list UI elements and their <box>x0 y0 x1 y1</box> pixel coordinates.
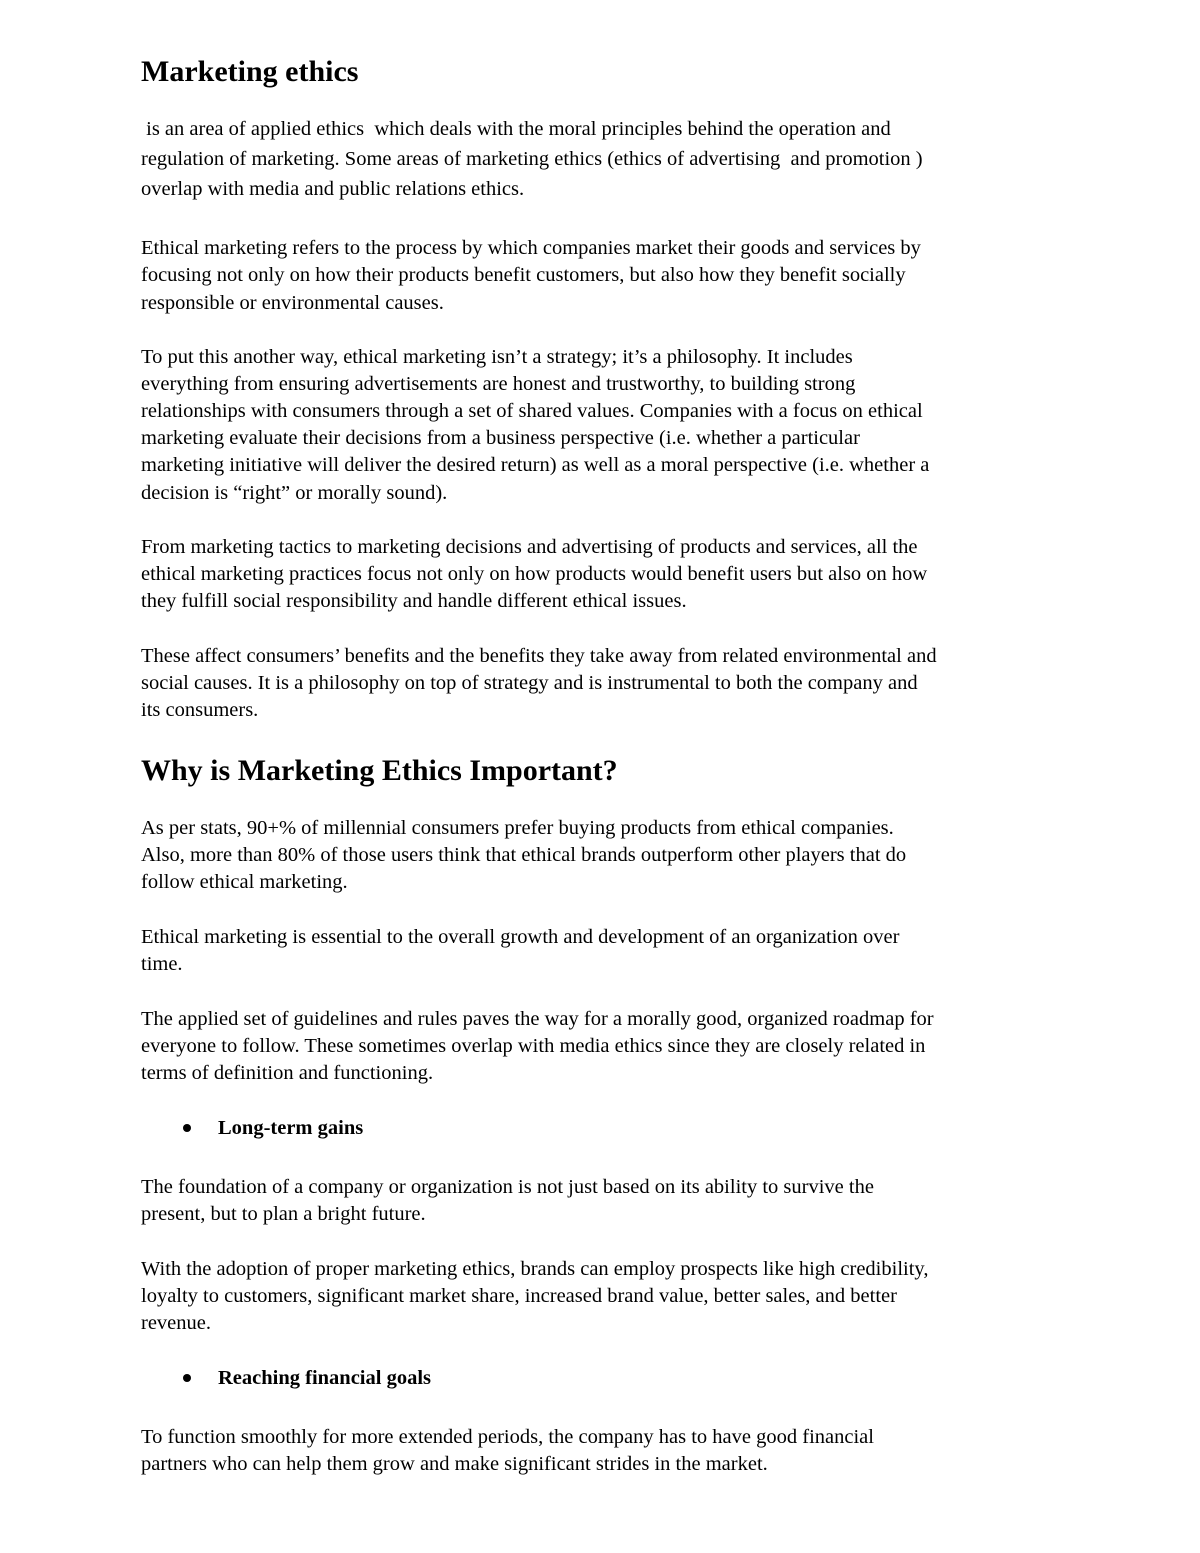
section-heading: Why is Marketing Ethics Important? <box>141 754 618 787</box>
text-line: relationships with consumers through a set of shared values. Companies with a focus on ethical <box>141 400 923 422</box>
text-line: Also, more than 80% of those users think that ethical brands outperform other players that do <box>141 844 907 866</box>
text-line: social causes. It is a philosophy on top of strategy and is instrumental to both the company and <box>141 672 918 694</box>
text-line: loyalty to customers, significant market share, increased brand value, better sales, and better <box>141 1285 897 1307</box>
text-line: everything from ensuring advertisements are honest and trustworthy, to building strong <box>141 373 856 395</box>
text-line: marketing initiative will deliver the desired return) as well as a moral perspective (i.e. whether a <box>141 454 930 476</box>
text-line: To put this another way, ethical marketing isn’t a strategy; it’s a philosophy. It includes <box>141 346 853 368</box>
text-line: revenue. <box>141 1312 211 1334</box>
text-line: These affect consumers’ benefits and the benefits they take away from related environmental and <box>141 645 937 667</box>
text-line: ethical marketing practices focus not only on how products would benefit users but also on how <box>141 563 928 585</box>
text-line: The applied set of guidelines and rules paves the way for a morally good, organized roadmap for <box>141 1008 934 1030</box>
text-line: From marketing tactics to marketing decisions and advertising of products and services, all the <box>141 536 918 558</box>
text-line: present, but to plan a bright future. <box>141 1203 426 1225</box>
bullet-label: Long-term gains <box>218 1117 364 1139</box>
text-line: its consumers. <box>141 699 259 721</box>
document-title: Marketing ethics <box>141 55 359 88</box>
text-line: decision is “right” or morally sound). <box>141 482 448 504</box>
text-line: responsible or environmental causes. <box>141 292 444 314</box>
text-line: Ethical marketing refers to the process by which companies market their goods and services by <box>141 237 921 259</box>
text-line: time. <box>141 953 183 975</box>
text-line: focusing not only on how their products benefit customers, but also how they benefit socially <box>141 264 906 286</box>
text-line: they fulfill social responsibility and handle different ethical issues. <box>141 590 687 612</box>
text-line: everyone to follow. These sometimes overlap with media ethics since they are closely related in <box>141 1035 926 1057</box>
text-line: regulation of marketing. Some areas of marketing ethics (ethics of advertising and promotion ) <box>141 148 923 170</box>
text-line: With the adoption of proper marketing ethics, brands can employ prospects like high credibility, <box>141 1258 929 1280</box>
text-line: terms of definition and functioning. <box>141 1062 434 1084</box>
bullet-label: Reaching financial goals <box>218 1367 431 1389</box>
text-line: As per stats, 90+% of millennial consumers prefer buying products from ethical companies. <box>141 817 894 839</box>
text-line: The foundation of a company or organization is not just based on its ability to survive the <box>141 1176 874 1198</box>
text-line: is an area of applied ethics which deals with the moral principles behind the operation and <box>141 118 891 140</box>
bullet-icon <box>183 1374 191 1382</box>
bullet-icon <box>183 1124 191 1132</box>
text-line: marketing evaluate their decisions from a business perspective (i.e. whether a particular <box>141 427 860 449</box>
text-line: To function smoothly for more extended periods, the company has to have good financial <box>141 1426 874 1448</box>
text-line: Ethical marketing is essential to the overall growth and development of an organization over <box>141 926 900 948</box>
text-line: follow ethical marketing. <box>141 871 348 893</box>
text-line: overlap with media and public relations ethics. <box>141 178 525 200</box>
text-line: partners who can help them grow and make significant strides in the market. <box>141 1453 768 1475</box>
